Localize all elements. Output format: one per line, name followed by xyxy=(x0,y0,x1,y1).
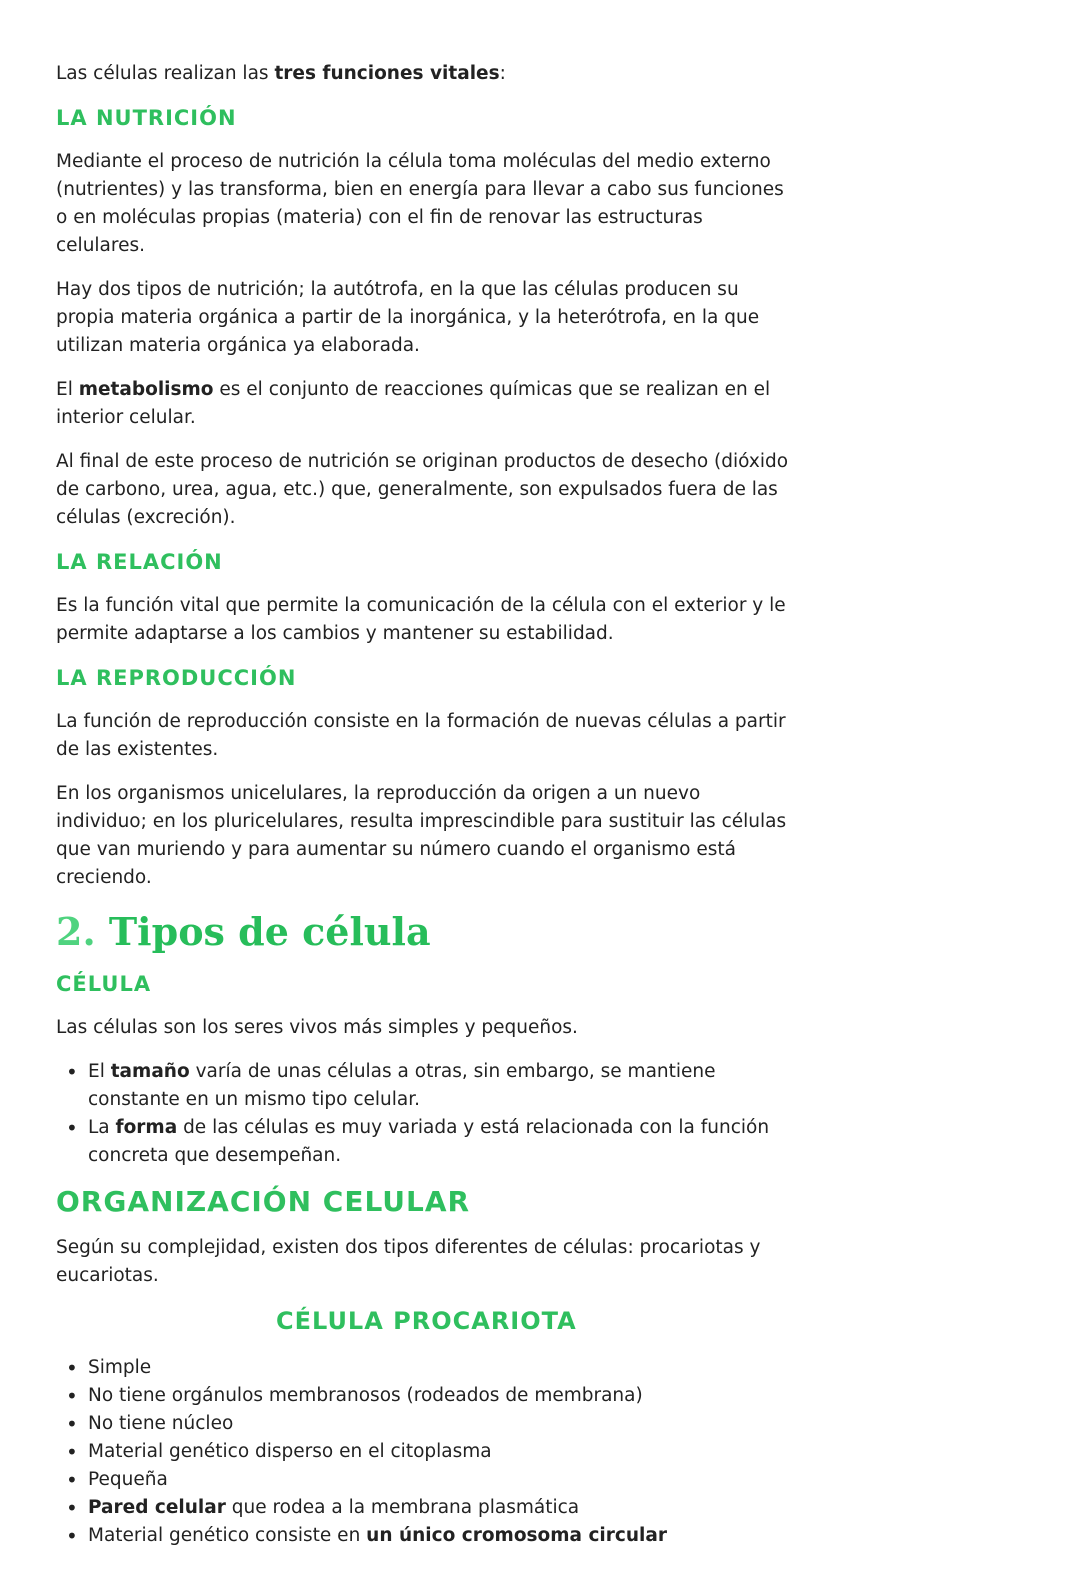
list-item: • Material genético disperso en el citoplasma xyxy=(88,1438,796,1466)
heading-reproduccion: LA REPRODUCCIÓN xyxy=(56,666,297,690)
intro-post: : xyxy=(499,63,506,84)
intro-bold: tres funciones vitales xyxy=(274,63,500,84)
nutricion-p2: Hay dos tipos de nutrición; la autótrofa, en la que las células producen su propia materia orgánica a partir de la inorgánica, y la heterótrofa, en la que utilizan materia orgánica ya elaborada. xyxy=(56,279,760,356)
item-bold: Pared celular xyxy=(88,1497,226,1518)
section-number: 2. xyxy=(56,909,96,954)
list-item: • Pequeña xyxy=(88,1466,796,1494)
heading-celula: CÉLULA xyxy=(56,972,152,996)
organizacion-p1: Según su complejidad, existen dos tipos diferentes de células: procariotas y eucariotas. xyxy=(56,1237,761,1286)
intro-pre: Las células realizan las xyxy=(56,63,275,84)
list-item: • No tiene núcleo xyxy=(88,1410,796,1438)
reproduccion-p2: En los organismos unicelulares, la reproducción da origen a un nuevo individuo; en los pluricelulares, resulta imprescindible para sustituir las células que van muriendo y para aumentar su número cuando el organismo está creciendo. xyxy=(56,783,787,888)
nutricion-p1: Mediante el proceso de nutrición la célula toma moléculas del medio externo (nutrientes) y las transforma, bien en energía para llevar a cabo sus funciones o en moléculas propias (materia) con el fin de renovar las estructuras celulares. xyxy=(56,151,784,256)
item-bold: forma xyxy=(115,1117,178,1138)
item-post: de las células es muy variada y está relacionada con la función concreta que desempeñan. xyxy=(88,1117,770,1166)
celula-list xyxy=(56,1058,796,1170)
nutricion-p3 xyxy=(56,376,796,432)
section-title xyxy=(56,908,796,956)
heading-relacion: LA RELACIÓN xyxy=(56,550,223,574)
list-item xyxy=(88,1114,796,1170)
p3-pre: El xyxy=(56,379,79,400)
section-title-text: Tipos de célula xyxy=(108,909,431,954)
document-body xyxy=(56,60,796,1550)
celula-p1: Las células son los seres vivos más simples y pequeños. xyxy=(56,1017,578,1038)
p3-post: es el conjunto de reacciones químicas que se realizan en el interior celular. xyxy=(56,379,771,428)
procariota-list xyxy=(56,1354,796,1550)
list-item xyxy=(88,1522,796,1550)
item-post: que rodea a la membrana plasmática xyxy=(225,1497,580,1518)
heading-procariota: CÉLULA PROCARIOTA xyxy=(276,1307,577,1335)
intro-text xyxy=(56,60,796,88)
p3-bold: metabolismo xyxy=(78,379,214,400)
item-bold: un único cromosoma circular xyxy=(366,1525,667,1546)
list-item xyxy=(88,1058,796,1114)
item-bold: tamaño xyxy=(110,1061,190,1082)
reproduccion-p1: La función de reproducción consiste en la formación de nuevas células a partir de las existentes. xyxy=(56,711,786,760)
item-post: varía de unas células a otras, sin embargo, se mantiene constante en un mismo tipo celular. xyxy=(88,1061,716,1110)
heading-organizacion: ORGANIZACIÓN CELULAR xyxy=(56,1185,471,1218)
list-item xyxy=(88,1494,796,1522)
list-item: • No tiene orgánulos membranosos (rodeados de membrana) xyxy=(88,1382,796,1410)
item-pre: Material genético consiste en xyxy=(88,1525,367,1546)
relacion-p1: Es la función vital que permite la comunicación de la célula con el exterior y le permite adaptarse a los cambios y mantener su estabilidad. xyxy=(56,595,786,644)
item-pre: La xyxy=(88,1117,116,1138)
item-pre: El xyxy=(88,1061,111,1082)
list-item: • Simple xyxy=(88,1354,796,1382)
heading-nutricion: LA NUTRICIÓN xyxy=(56,106,237,130)
nutricion-p4: Al final de este proceso de nutrición se originan productos de desecho (dióxido de carbono, urea, agua, etc.) que, generalmente, son expulsados fuera de las células (excreción). xyxy=(56,451,789,528)
